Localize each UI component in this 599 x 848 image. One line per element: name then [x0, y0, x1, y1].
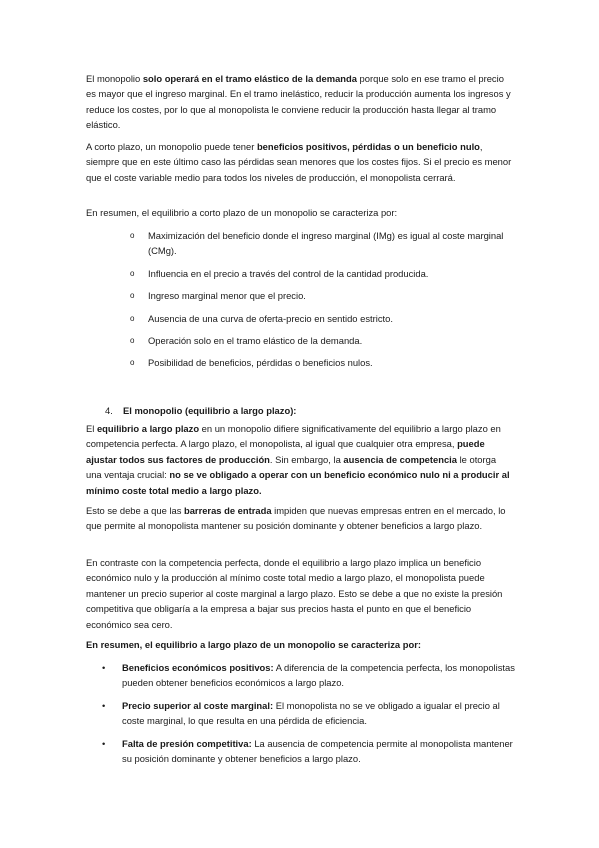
list-item-text: Influencia en el precio a través del control de la cantidad producida. [148, 267, 429, 279]
list-item [86, 355, 516, 370]
circle-bullet-icon: o [130, 313, 135, 323]
list-item-text: Ingreso marginal menor que el precio. [148, 290, 306, 302]
long-run-list [86, 660, 516, 766]
circle-bullet-icon: o [130, 268, 135, 278]
list-item [86, 311, 516, 326]
bold-text: no se ve obligado a operar con un beneficio económico nulo ni a producir al mínimo coste total medio a largo plazo. [86, 469, 510, 496]
list-item-text: Operación solo en el tramo elástico de la demanda. [148, 335, 363, 347]
paragraph-entry-barriers [86, 503, 514, 534]
bold-text: Falta de presión competitiva: [122, 737, 252, 749]
bold-text: barreras de entrada [183, 505, 272, 516]
bold-text: puede ajustar todos sus factores de producción [86, 438, 485, 465]
paragraph-long-run [86, 421, 514, 498]
bold-text: solo operará en el tramo elástico de la demanda [142, 73, 357, 84]
bullet-icon: • [102, 662, 106, 673]
list-item-text: A diferencia de la competencia perfecta, los monopolistas pueden obtener beneficios económicos a largo plazo. [122, 662, 515, 689]
text-run: El [86, 423, 97, 434]
text-run: porque solo en ese tramo el precio es mayor que el ingreso marginal. En el tramo inelástico, reducir la producción aumenta los ingresos y reduce los costes, por lo que al monopolista le conviene reducir la producción hasta llegar al tramo elástico. [86, 73, 511, 131]
paragraph-contrast: En contraste con la competencia perfecta, donde el equilibrio a largo plazo implica un beneficio económico nulo y la producción al mínimo coste total medio a largo plazo, el monopolista puede mantener un precio superior al coste marginal a largo plazo. Esto se debe a que no existe la presión competitiva que obligaría a la empresa a bajar sus precios hasta el punto en que el beneficio económico sea cero. [86, 557, 503, 630]
text-run: El monopolio [86, 73, 143, 84]
paragraph-short-run-summary: En resumen, el equilibrio a corto plazo de un monopolio se caracteriza por: [86, 207, 398, 218]
circle-bullet-icon: o [130, 291, 135, 301]
text-run: en un monopolio difiere significativamente del equilibrio a largo plazo en competencia perfecta. A largo plazo, el monopolista, al igual que cualquier otra empresa, [86, 423, 501, 450]
circle-bullet-icon: o [130, 336, 135, 346]
section-number: 4. [105, 405, 113, 416]
circle-bullet-icon: o [130, 231, 135, 240]
list-item [86, 698, 516, 729]
paragraph-short-run [86, 139, 514, 185]
list-item-text: Maximización del beneficio donde el ingreso marginal (IMg) es igual al coste marginal (CMg). [148, 230, 504, 257]
list-item [86, 266, 516, 281]
text-run: impiden que nuevas empresas entren en el mercado, lo que permite al monopolista mantener su posición dominante y obtener beneficios a largo plazo. [86, 505, 506, 532]
text-run: A corto plazo, un monopolio puede tener [86, 141, 257, 152]
bold-text: beneficios positivos, pérdidas o un beneficio nulo [256, 141, 480, 152]
bold-text: equilibrio a largo plazo [96, 423, 200, 434]
list-item-text: Ausencia de una curva de oferta-precio en sentido estricto. [148, 312, 393, 324]
section-heading [105, 403, 296, 418]
list-item-text: La ausencia de competencia permite al monopolista mantener su posición dominante y obtener beneficios a largo plazo. [122, 737, 513, 765]
section-title: El monopolio (equilibrio a largo plazo): [123, 405, 297, 416]
paragraph-elastic-demand [86, 71, 514, 133]
list-item [86, 288, 516, 303]
text-run: . Sin embargo, la [269, 453, 344, 465]
paragraph-long-run-summary: En resumen, el equilibrio a largo plazo de un monopolio se caracteriza por: [86, 639, 421, 650]
text-run: Esto se debe a que las [86, 505, 184, 516]
circle-bullet-icon: o [130, 358, 135, 368]
list-item-text: Posibilidad de beneficios, pérdidas o beneficios nulos. [148, 357, 373, 369]
list-item [86, 736, 516, 767]
bullet-icon: • [102, 699, 106, 711]
bullet-icon: • [102, 737, 106, 749]
bold-text: Beneficios económicos positivos: [122, 662, 274, 673]
list-item-text: El monopolista no se ve obligado a igualar el precio al coste marginal, lo que resulta en una pérdida de eficiencia. [122, 699, 500, 727]
list-item [86, 228, 516, 259]
list-item [86, 660, 516, 691]
bold-text: ausencia de competencia [343, 453, 457, 465]
bold-text: Precio superior al coste marginal: [122, 699, 274, 711]
list-item [86, 333, 516, 348]
text-run: , siempre que en este último caso las pérdidas sean menores que los costes fijos. Si el precio es menor que el coste variable medio para todos los niveles de producción, el monopolista cerrará. [86, 141, 512, 183]
text-run: le otorga una ventaja crucial: [86, 453, 497, 481]
short-run-list [86, 228, 516, 371]
